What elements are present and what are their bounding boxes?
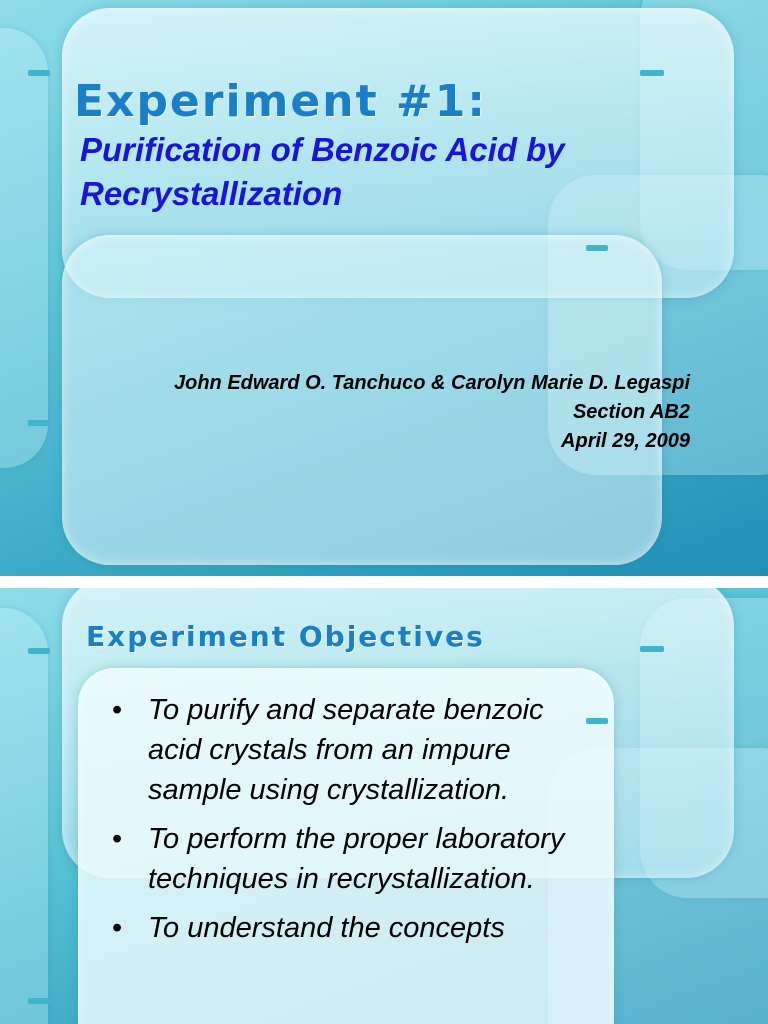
- objective-text: To perform the proper laboratory techniques in recrystallization.: [148, 823, 565, 895]
- author-block: [90, 369, 690, 456]
- objective-text: To understand the concepts: [148, 912, 505, 944]
- decor-tick: [28, 998, 50, 1004]
- decor-tick: [640, 646, 664, 652]
- slide-subtitle: Purification of Benzoic Acid by Recrystallization: [80, 131, 565, 212]
- list-item: [112, 690, 572, 810]
- slide-title: Experiment Objectives: [86, 620, 485, 653]
- list-item: [112, 819, 572, 899]
- decor-panel-left: [0, 28, 48, 468]
- decor-tick: [28, 648, 50, 654]
- section-label: Section AB2: [572, 401, 690, 423]
- objective-text: To purify and separate benzoic acid crystals from an impure sample using crystallization.: [148, 694, 544, 806]
- decor-panel-left: [0, 608, 48, 1024]
- decor-tick: [640, 70, 664, 76]
- decor-tick: [28, 420, 50, 426]
- decor-tick: [28, 70, 50, 76]
- slide-title: Experiment #1:: [74, 76, 487, 127]
- date-label: April 29, 2009: [561, 430, 690, 452]
- authors-names: John Edward O. Tanchuco & Carolyn Marie D. Legaspi: [173, 372, 690, 394]
- decor-tick: [586, 718, 608, 724]
- bullet-icon: •: [112, 912, 123, 944]
- bullet-icon: •: [112, 823, 123, 855]
- bullet-icon: •: [112, 694, 123, 726]
- list-item: [112, 908, 572, 948]
- decor-tick: [586, 245, 608, 251]
- objectives-list: [112, 690, 572, 957]
